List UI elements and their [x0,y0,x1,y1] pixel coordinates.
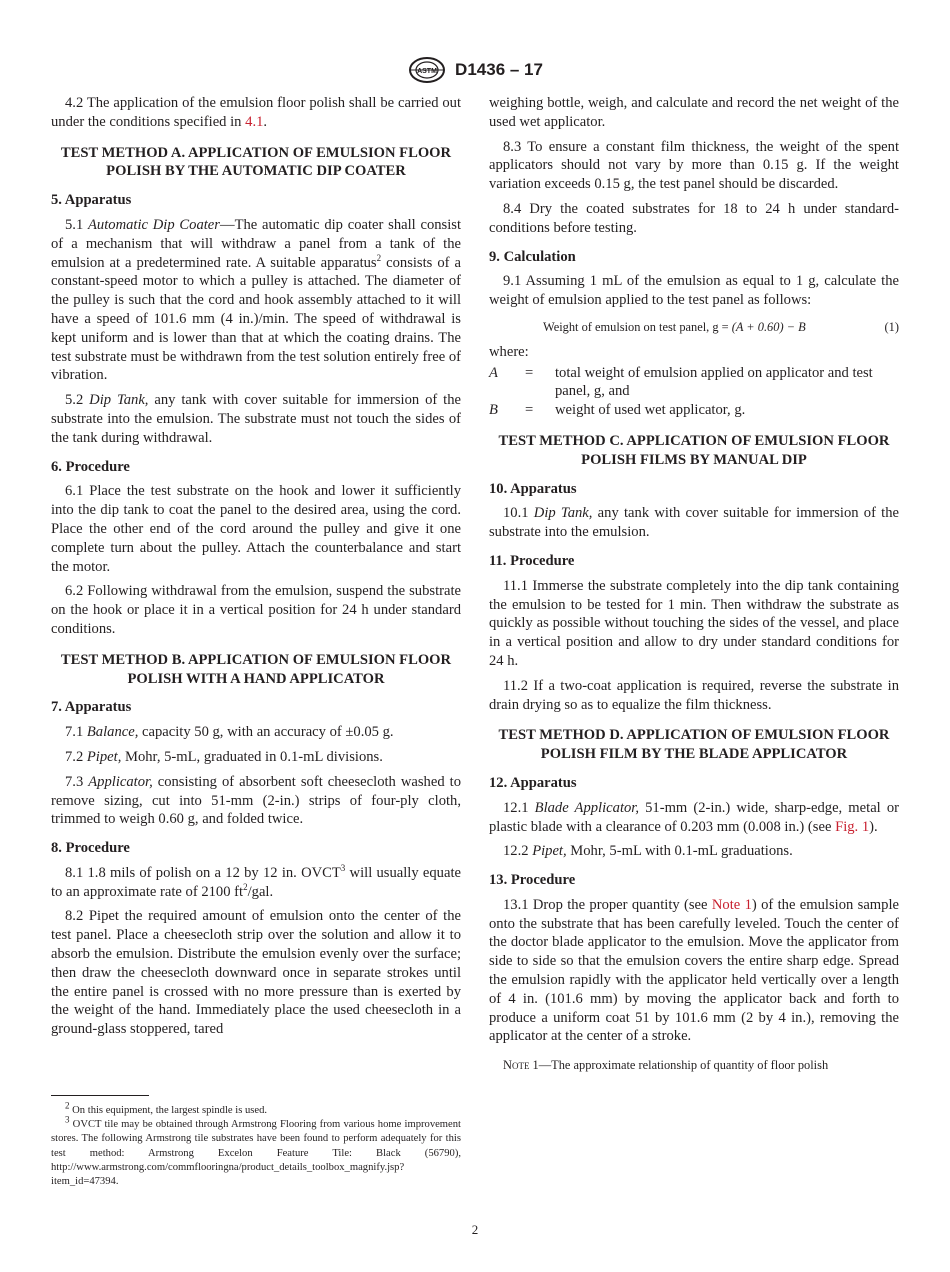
para-10-1: 10.1 Dip Tank, any tank with cover suitable for immersion of the substrate into the emulsion. [489,505,900,541]
equation-number: (1) [884,319,899,334]
footnote-2-marker[interactable]: 2 [376,252,382,263]
test-method-d-heading: TEST METHOD D. APPLICATION OF EMULSION FLOOR POLISH FILM BY THE BLADE APPLICATOR [498,727,890,763]
ref-note-1-link[interactable]: Note 1 [711,896,752,913]
section-6-heading: 6. Procedure [51,458,130,475]
section-8-heading: 8. Procedure [51,840,130,857]
para-8-2-continued: weighing bottle, weigh, and calculate and record the net weight of the used wet applicator. [489,95,899,130]
para-11-2: 11.2 If a two-coat application is required, reverse the substrate in drain drying so as to equalize the film thickness. [489,677,899,713]
astm-logo-icon [407,56,447,84]
para-8-3: 8.3 To ensure a constant film thickness, the weight of the spent applicators should not vary by more than 0.15 g. If the weight variation exceeds 0.15 g, the test panel should be discarded. [489,138,899,193]
para-7-1: 7.1 Balance, capacity 50 g, with an accuracy of ±0.05 g. [65,724,394,741]
para-4-2: 4.2 The application of the emulsion floor polish shall be carried out under the conditions specified in 4.1. [51,95,461,130]
section-9-heading: 9. Calculation [489,248,576,265]
left-column [51,94,461,1045]
where-label: where: [489,343,529,360]
test-method-b-heading: TEST METHOD B. APPLICATION OF EMULSION FLOOR POLISH WITH A HAND APPLICATOR [60,651,452,687]
para-7-2: 7.2 Pipet, Mohr, 5-mL, graduated in 0.1-mL divisions. [65,748,383,765]
para-12-1: 12.1 Blade Applicator, 51-mm (2-in.) wide, sharp-edge, metal or plastic blade with a clearance of 0.203 mm (0.008 in.) (see Fig. 1). [489,799,899,835]
right-column [489,94,899,1081]
para-9-1: 9.1 Assuming 1 mL of the emulsion as equal to 1 g, calculate the weight of emulsion applied to the test panel as follows: [489,273,899,309]
para-5-1: 5.1 Automatic Dip Coater—The automatic dip coater shall consist of a mechanism that will withdraw a panel from a tank of the emulsion at a predetermined rate. A suitable apparatus$^2$ consists of a constant-speed motor to which a pulley is attached. The diameter of the pulley is such that the cord and hook assembly attached to it will have a speed of 101.6 mm (4 in.)/min. The speed of withdrawal is kept uniform and is lower than that at which the coating drains. The test substrate must be withdrawn from the test solution entirely free of vibration. [51,216,462,384]
definition-a: A = total weight of emulsion applied on applicator and test panel, g, and [489,364,873,400]
para-5-2: 5.2 Dip Tank, any tank with cover suitable for immersion of the substrate into the emulsion. The substrate must not touch the sides of the tank during withdrawal. [51,392,461,446]
para-12-2: 12.2 Pipet, Mohr, 5-mL with 0.1-mL graduations. [503,843,793,860]
para-8-1: 8.1 1.8 mils of polish on a 12 by 12 in. OVCT$^3$ will usually equate to an approximate rate of 2100 $ft^2$/gal. [51,863,461,900]
test-method-a-heading: TEST METHOD A. APPLICATION OF EMULSION FLOOR POLISH BY THE AUTOMATIC DIP COATER [60,144,452,180]
footnote-2: $^2$ On this equipment, the largest spindle is used. [65,1100,268,1116]
para-8-4: 8.4 Dry the coated substrates for 18 to 24 h under standard-conditions before testing. [489,200,899,236]
para-13-1: 13.1 Drop the proper quantity (see Note 1) of the emulsion sample onto the substrate that has been carefully leveled. Touch the center of the doctor blade applicator to the emulsion. Move the applicator from side to side so that the emulsion covers the entire sharp edge. Spread the emulsion rapidly with the applicator held vertically over a length of 4 in. (101.6 mm) by moving the applicator back and forth to produce a uniform coat 51 by 101.6 mm (2 by 4 in.), removing the applicator at the center of a stroke. [489,896,899,1045]
footnote-divider [51,1095,149,1096]
note-1: Note 1—The approximate relationship of quantity of floor polish [503,1058,829,1073]
section-7-heading: 7. Apparatus [51,699,132,716]
para-6-1: 6.1 Place the test substrate on the hook and lower it sufficiently into the dip tank to coat the panel to the desired area, using the cord. Place the other end of the cord around the pulley and give it one complete turn about the pulley. Attach the counterbalance and start the motor. [51,483,461,575]
section-11-heading: 11. Procedure [489,552,575,569]
footnote-3-marker[interactable]: 3 [340,863,346,874]
footnote-3: $^3$ OVCT tile may be obtained through Armstrong Flooring from various home improvement stores. The following Armstrong tile substrates have been found to perform adequately for this test method: Armstrong Excelon Feature Tile: Black (56790), http://www.armstrong.com/commflooringna/product_details_toolbox_magnify.jsp?item_id=47394. [51,1114,461,1188]
equation-1: Weight of emulsion on test panel, g = (A + 0.60) − B (1) [489,318,899,337]
section-10-heading: 10. Apparatus [489,480,577,497]
definition-b: B = weight of used wet applicator, g. [489,402,746,419]
ref-4-1-link[interactable]: 4.1 [245,113,264,130]
page-number: 2 [471,1222,479,1237]
para-11-1: 11.1 Immerse the substrate completely into the dip tank containing the emulsion to be tested for 1 min. Then withdraw the substrate as quickly as possible without touching the sides of the vessel, and place in a vertical position and allow to dry under standard conditions for 24 h. [489,577,899,669]
test-method-c-heading: TEST METHOD C. APPLICATION OF EMULSION FLOOR POLISH FILMS BY MANUAL DIP [498,432,890,468]
page-header [0,56,950,84]
ref-fig-1-link[interactable]: Fig. 1 [835,818,870,835]
section-13-heading: 13. Procedure [489,872,576,889]
svg-text:ASTM: ASTM [417,68,437,75]
section-12-heading: 12. Apparatus [489,774,577,791]
document-id: D1436 – 17 [455,60,543,79]
para-7-3: 7.3 Applicator, consisting of absorbent soft cheesecloth washed to remove sizing, cut into 51-mm (2-in.) strips of four-ply cloth, trimmed to weigh 0.60 g, and folded twice. [51,773,461,828]
para-8-2: 8.2 Pipet the required amount of emulsion onto the center of the test panel. Place a cheesecloth strip over the solution and allow it to absorb the emulsion. Distribute the emulsion evenly over the surface; then draw the cheesecloth downward once in separate strokes until the entire panel is crossed with no more pressure than is exerted by the weight of the hand. Immediately place the used cheesecloth in a ground-glass stoppered, tared [51,908,461,1038]
section-5-heading: 5. Apparatus [51,192,132,209]
para-6-2: 6.2 Following withdrawal from the emulsion, suspend the substrate on the hook or place it in a vertical position for 24 h under standard conditions. [51,583,461,637]
footnotes [51,1100,461,1189]
